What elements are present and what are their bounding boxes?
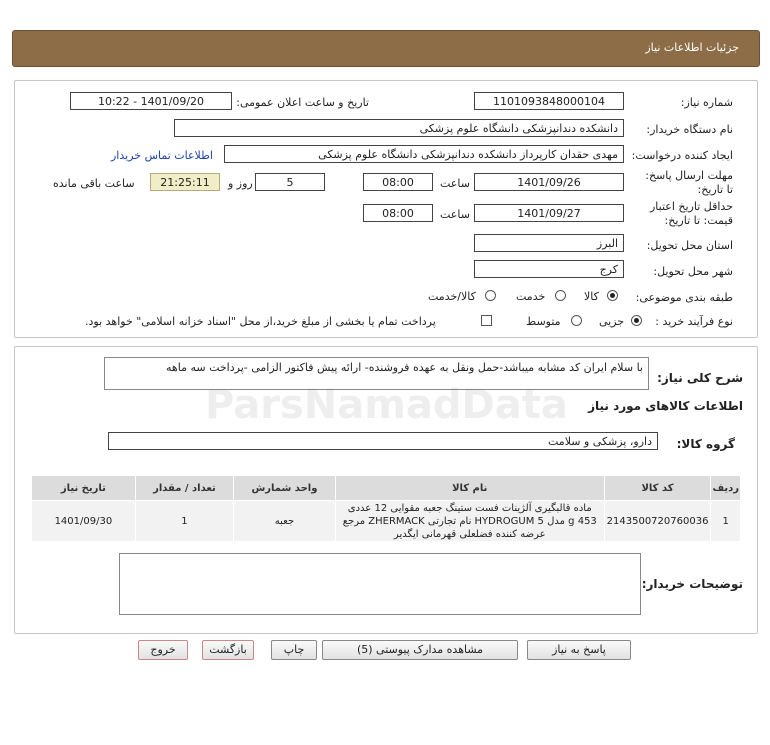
goods-section-title: اطلاعات کالاهای مورد نیاز	[588, 399, 743, 413]
goods-table	[31, 475, 741, 542]
purchase-type-label: نوع فرآیند خرید :	[655, 315, 733, 328]
reply-days-field: 5	[255, 173, 325, 191]
price-validity-date-field: 1401/09/27	[474, 204, 624, 222]
back-button[interactable]: بازگشت	[202, 640, 254, 660]
cell-name: ماده قالبگیری آلژینات فست ستینگ جعبه مقوایی 12 عددی 453 g مدل HYDROGUM 5 نام تجارتی ZHERMACK مرجع عرضه کننده فضلعلی قهرمانی ایگدیر	[335, 501, 604, 542]
page-title: جزئیات اطلاعات نیاز	[645, 41, 739, 54]
goods-group-field: دارو، پزشکی و سلامت	[108, 432, 658, 450]
cell-row: 1	[711, 501, 741, 542]
cell-unit: جعبه	[234, 501, 336, 542]
reply-button[interactable]: پاسخ به نیاز	[527, 640, 631, 660]
buyer-org-label: نام دستگاه خریدار:	[646, 123, 733, 136]
remaining-time-field: 21:25:11	[150, 173, 220, 191]
print-button[interactable]: چاپ	[271, 640, 317, 660]
buyer-org-field: دانشکده دندانپزشکی دانشگاه علوم پزشکی	[174, 119, 624, 137]
reply-time-field: 08:00	[363, 173, 433, 191]
description-text: با سلام ایران کد مشابه میباشد-حمل ونقل به عهده فروشنده- ارائه پیش فاکتور الزامی -پرداخت سه ماهه	[166, 361, 643, 374]
description-field	[104, 357, 649, 390]
city-field: کرج	[474, 260, 624, 278]
city-label: شهر محل تحویل:	[653, 265, 733, 278]
province-label: استان محل تحویل:	[646, 239, 733, 252]
category-radio-goods-service[interactable]	[485, 290, 496, 301]
reply-time-label: ساعت	[440, 177, 470, 190]
description-label: شرح کلی نیاز:	[657, 371, 743, 385]
buyer-contact-link[interactable]: اطلاعات تماس خریدار	[111, 149, 213, 162]
purchase-type-option-medium: متوسط	[526, 315, 561, 328]
category-label: طبقه بندی موضوعی:	[635, 291, 733, 304]
reply-deadline-label: مهلت ارسال پاسخ: تا تاریخ:	[645, 169, 733, 196]
col-date: تاریخ نیاز	[32, 476, 136, 501]
need-details-panel	[14, 346, 758, 634]
col-name: نام کالا	[335, 476, 604, 501]
category-option-goods-service: کالا/خدمت	[428, 290, 476, 303]
goods-table-header	[32, 476, 741, 501]
remaining-time-label: ساعت باقی مانده	[53, 177, 135, 190]
need-info-panel	[14, 80, 758, 338]
announce-label: تاریخ و ساعت اعلان عمومی:	[236, 96, 369, 109]
need-number-label: شماره نیاز:	[680, 96, 733, 109]
purchase-type-option-minor: جزیی	[599, 315, 625, 328]
category-option-goods: کالا	[584, 290, 599, 303]
category-option-service: خدمت	[516, 290, 546, 303]
price-validity-time-label: ساعت	[440, 208, 470, 221]
cell-code: 2143500720760036	[604, 501, 711, 542]
table-row	[32, 501, 741, 542]
buyer-notes-label: توضیحات خریدار:	[641, 577, 743, 591]
col-qty: تعداد / مقدار	[135, 476, 233, 501]
requester-field: مهدی حقدان کارپرداز دانشکده دندانپزشکی دانشگاه علوم پزشکی	[224, 145, 624, 163]
requester-label: ایجاد کننده درخواست:	[631, 149, 733, 162]
reply-date-field: 1401/09/26	[474, 173, 624, 191]
attachments-button[interactable]: مشاهده مدارک پیوستی (5)	[322, 640, 518, 660]
purchase-type-radio-minor[interactable]	[631, 315, 642, 326]
col-row: ردیف	[711, 476, 741, 501]
category-radio-service[interactable]	[555, 290, 566, 301]
treasury-payment-note: پرداخت تمام یا بخشی از مبلغ خرید،از محل "اسناد خزانه اسلامی" خواهد بود.	[85, 315, 436, 328]
cell-qty: 1	[135, 501, 233, 542]
need-number-field: 1101093848000104	[474, 92, 624, 110]
purchase-type-radio-medium[interactable]	[571, 315, 582, 326]
exit-button[interactable]: خروج	[138, 640, 188, 660]
col-unit: واحد شمارش	[234, 476, 336, 501]
col-code: کد کالا	[604, 476, 711, 501]
goods-group-label: گروه کالا:	[676, 437, 735, 451]
price-validity-label: حداقل تاریخ اعتبار قیمت: تا تاریخ:	[649, 200, 733, 227]
reply-days-label: روز و	[228, 177, 253, 190]
buyer-notes-field	[119, 553, 641, 615]
category-radio-goods[interactable]	[607, 290, 618, 301]
announce-field: 1401/09/20 - 10:22	[70, 92, 232, 110]
price-validity-time-field: 08:00	[363, 204, 433, 222]
province-field: البرز	[474, 234, 624, 252]
cell-date: 1401/09/30	[32, 501, 136, 542]
page-header	[12, 30, 760, 67]
treasury-payment-checkbox[interactable]	[481, 315, 492, 326]
